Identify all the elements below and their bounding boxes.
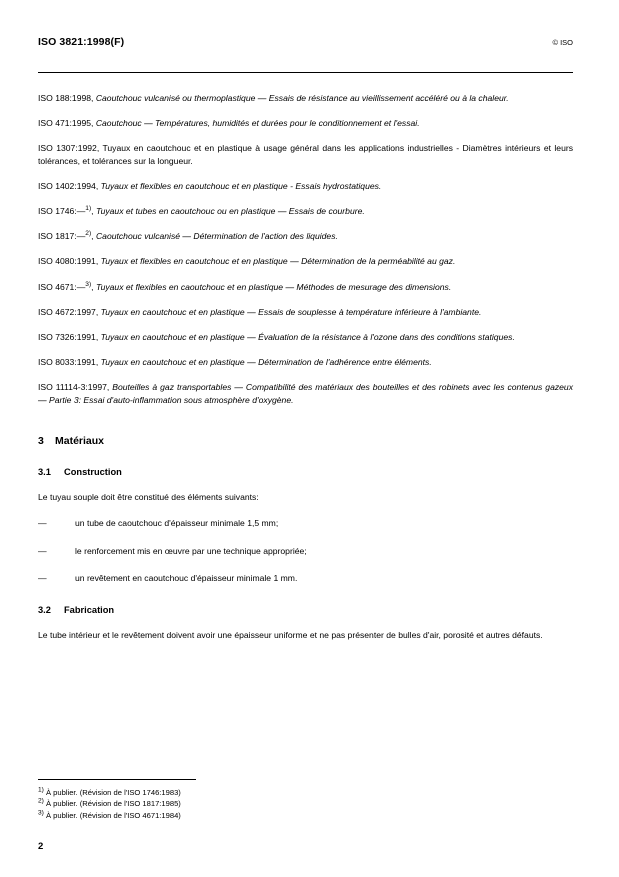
page-header — [38, 36, 573, 48]
normative-reference — [38, 230, 573, 242]
list-item — [38, 517, 573, 529]
reference-title: Caoutchouc vulcanisé ou thermoplastique — Essais de résistance au vieillissement accéléré ou à la chaleur. — [95, 93, 509, 103]
subclause-intro: Le tube intérieur et le revêtement doivent avoir une épaisseur uniforme et ne pas présenter de bulles d'air, porosité et autres défauts. — [38, 629, 543, 640]
clause-number: 3 — [38, 434, 44, 447]
normative-reference — [38, 255, 573, 267]
reference-number: ISO 4672:1997, — [38, 306, 101, 317]
subclause-intro: Le tuyau souple doit être constitué des éléments suivants: — [38, 491, 259, 502]
reference-title: Tuyaux en caoutchouc et en plastique — Essais de souplesse à température inférieure à l'ambiante. — [100, 306, 482, 317]
dash-bullet-icon: — — [38, 573, 47, 584]
normative-reference — [38, 92, 573, 104]
list-item-text: un revêtement en caoutchouc d'épaisseur minimale 1 mm. — [75, 573, 298, 584]
normative-reference — [38, 306, 573, 318]
footnote-marker: 2) — [38, 797, 44, 805]
dash-bullet-icon: — — [38, 518, 47, 529]
reference-number: ISO 471:1995, — [38, 118, 96, 129]
reference-title: Tuyaux et flexibles en caoutchouc et en plastique — Détermination de la perméabilité au gaz. — [100, 256, 456, 267]
footnote-text: À publier. (Révision de l'ISO 1746:1983) — [43, 787, 181, 797]
reference-number: ISO 11114-3:1997, — [38, 382, 113, 393]
reference-title: Caoutchouc vulcanisé — Détermination de l'action des liquides. — [95, 231, 338, 242]
list-item — [38, 572, 573, 584]
document-identifier: ISO 3821:1998(F) — [38, 36, 125, 48]
reference-separator: , — [91, 206, 96, 217]
footnote-marker: 1) — [38, 786, 44, 794]
normative-reference — [38, 180, 573, 192]
subclause-title: Construction — [64, 466, 122, 477]
reference-number: ISO 1402:1994, — [38, 180, 101, 191]
reference-title: Tuyaux et flexibles en caoutchouc et en plastique — Méthodes de mesurage des dimensions. — [95, 281, 452, 292]
reference-separator: , — [91, 231, 96, 242]
footnote — [38, 787, 573, 798]
reference-number: ISO 1307:1992, — [38, 143, 103, 154]
subclause-heading-construction — [38, 467, 573, 477]
footnote-text: À publier. (Révision de l'ISO 1817:1985) — [43, 799, 181, 809]
list-item-text: un tube de caoutchouc d'épaisseur minimale 1,5 mm; — [75, 518, 279, 529]
footnote — [38, 798, 573, 809]
list-item-text: le renforcement mis en œuvre par une technique appropriée; — [75, 545, 307, 556]
reference-title: Tuyaux et tubes en caoutchouc ou en plastique — Essais de courbure. — [95, 206, 365, 217]
normative-reference — [38, 356, 573, 368]
footnote-text: À publier. (Révision de l'ISO 4671:1984) — [43, 810, 181, 820]
subclause-number: 3.2 — [38, 604, 51, 615]
reference-title: Tuyaux et flexibles en caoutchouc et en plastique - Essais hydrostatiques. — [100, 180, 382, 191]
copyright-notice: © ISO — [552, 38, 573, 47]
reference-number: ISO 188:1998, — [38, 93, 96, 103]
normative-reference — [38, 281, 573, 293]
reference-number: ISO 4671:— — [38, 281, 86, 292]
normative-reference — [38, 205, 573, 217]
subclause-heading-fabrication — [38, 605, 573, 615]
clause-heading — [38, 435, 573, 447]
reference-title: Bouteilles à gaz transportables — Compatibilité des matériaux des bouteilles et des robinets avec les contenus gazeux — Partie 3: Essai d'auto-inflammation sous atmosphère d'oxygène. — [38, 382, 573, 405]
header-divider — [38, 72, 573, 73]
document-body — [38, 92, 573, 641]
footnote-marker: 3) — [38, 809, 44, 817]
clause-title: Matériaux — [55, 434, 105, 447]
footnote — [38, 810, 573, 821]
reference-title: Tuyaux en caoutchouc et en plastique — Évaluation de la résistance à l'ozone dans des conditions statiques. — [100, 332, 515, 343]
reference-number: ISO 4080:1991, — [38, 256, 101, 267]
footnote-marker: 2) — [85, 230, 92, 238]
reference-number: ISO 1746:— — [38, 206, 86, 217]
footnote-marker: 3) — [85, 280, 92, 288]
footnote-marker: 1) — [85, 205, 92, 213]
normative-reference — [38, 331, 573, 343]
reference-number: ISO 1817:— — [38, 231, 86, 242]
subclause-title: Fabrication — [64, 604, 115, 615]
normative-reference — [38, 117, 573, 129]
reference-title: Tuyaux en caoutchouc et en plastique — Détermination de l'adhérence entre éléments. — [100, 357, 432, 368]
reference-title: Caoutchouc — Températures, humidités et durées pour le conditionnement et l'essai. — [95, 118, 420, 129]
construction-element-list — [38, 517, 573, 584]
reference-title: Tuyaux en caoutchouc et en plastique à usage général dans les applications industrielles - Diamètres intérieurs et leurs tolérances, et tolérances sur la longueur. — [38, 143, 574, 166]
footnote-divider — [38, 779, 196, 780]
dash-bullet-icon: — — [38, 545, 47, 556]
normative-reference — [38, 381, 573, 405]
list-item — [38, 545, 573, 557]
normative-reference — [38, 142, 573, 166]
page-number: 2 — [38, 841, 44, 852]
reference-number: ISO 7326:1991, — [38, 332, 101, 343]
subclause-number: 3.1 — [38, 466, 51, 477]
reference-separator: , — [91, 281, 96, 292]
reference-number: ISO 8033:1991, — [38, 357, 101, 368]
footnote-area — [38, 779, 573, 821]
